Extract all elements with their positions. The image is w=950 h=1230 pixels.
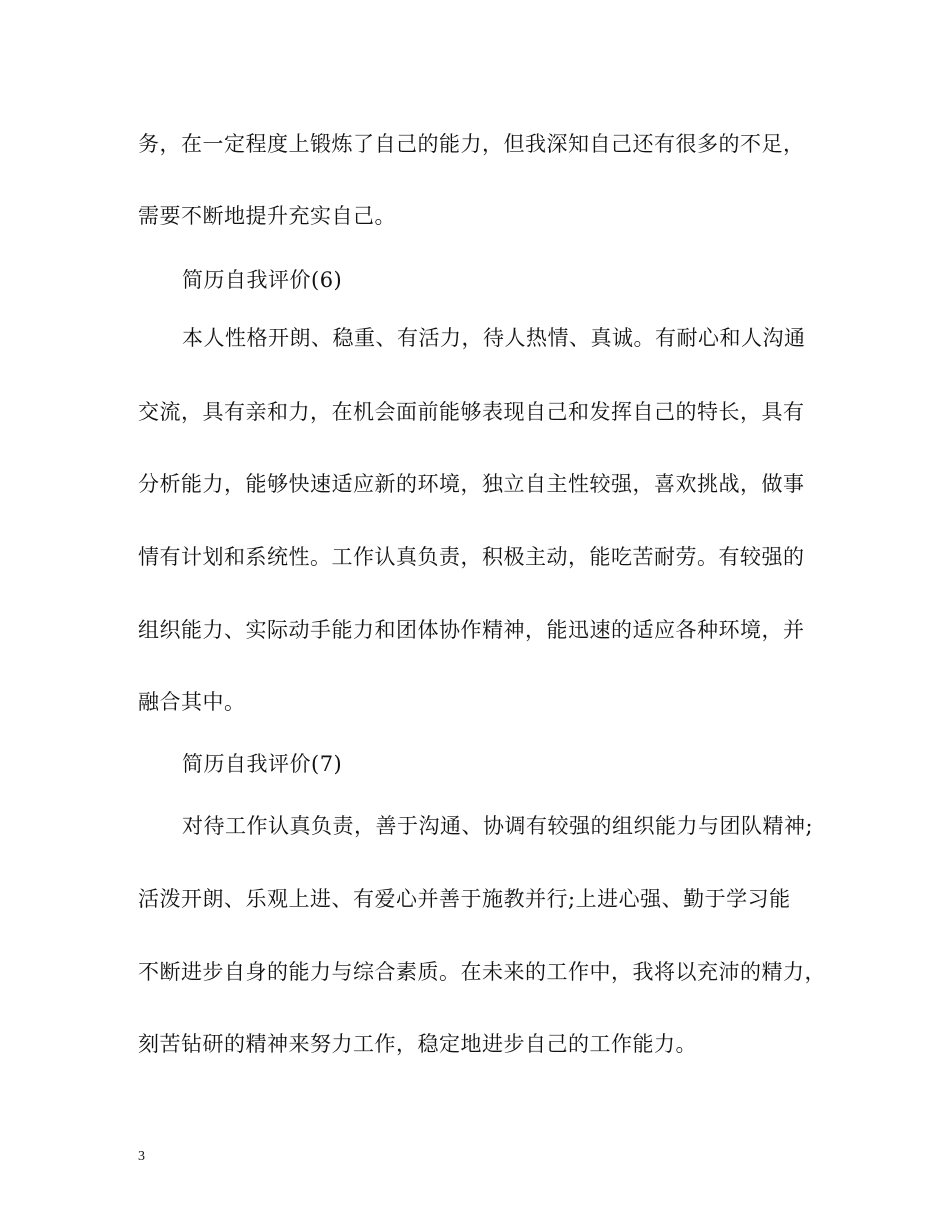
paragraph-line: 刻苦钻研的精神来努力工作，稳定地进步自己的工作能力。 [138,1032,697,1056]
section-heading-7: 简历自我评价(7) [182,752,343,776]
paragraph-line: 本人性格开朗、稳重、有活力，待人热情、真诚。有耐心和人沟通 [182,326,806,350]
section-heading-6: 简历自我评价(6) [182,268,343,292]
paragraph-line: 情有计划和系统性。工作认真负责，积极主动，能吃苦耐劳。有较强的 [138,545,805,569]
page-number: 3 [138,1149,145,1164]
paragraph-line: 对待工作认真负责，善于沟通、协调有较强的组织能力与团队精神; [182,814,814,838]
paragraph-line: 分析能力，能够快速适应新的环境，独立自主性较强，喜欢挑战，做事 [138,472,805,496]
paragraph-line: 务，在一定程度上锻炼了自己的能力，但我深知自己还有很多的不足， [138,132,805,156]
paragraph-line: 交流，具有亲和力，在机会面前能够表现自己和发挥自己的特长，具有 [138,400,805,424]
paragraph-line: 需要不断地提升充实自己。 [138,204,396,228]
paragraph-line: 融合其中。 [138,690,246,714]
paragraph-line: 活泼开朗、乐观上进、有爱心并善于施教并行;上进心强、勤于学习能 [138,887,791,911]
paragraph-line: 不断进步自身的能力与综合素质。在未来的工作中，我将以充沛的精力， [138,960,826,984]
paragraph-line: 组织能力、实际动手能力和团体协作精神，能迅速的适应各种环境，并 [138,618,805,642]
